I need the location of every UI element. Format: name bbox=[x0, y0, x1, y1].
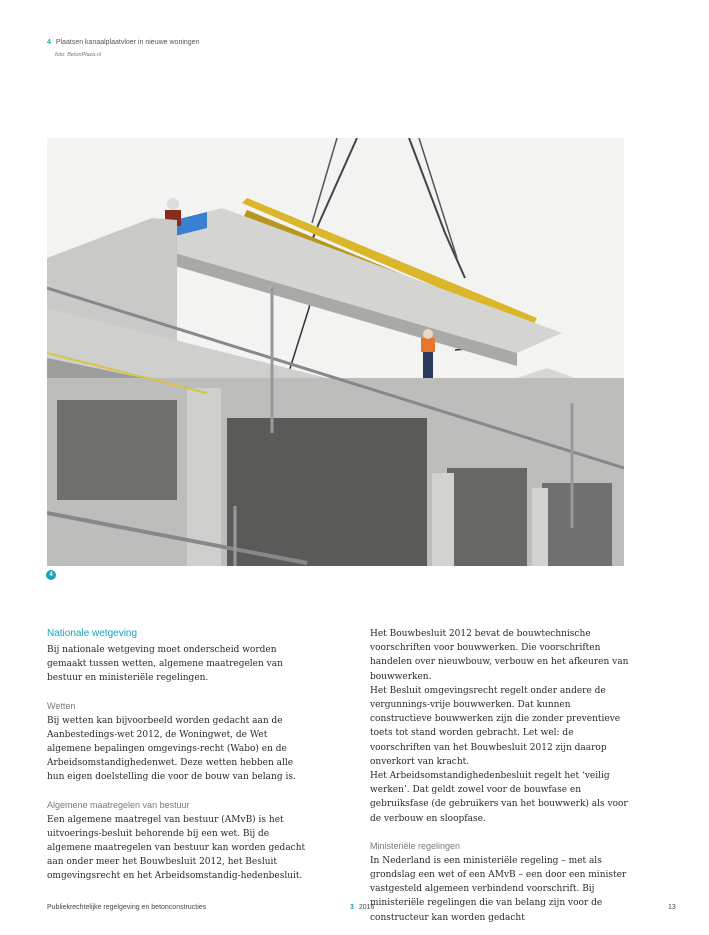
footer-issue bbox=[350, 904, 374, 911]
page-number: 13 bbox=[668, 904, 676, 911]
construction-photo bbox=[47, 138, 624, 566]
right-column bbox=[370, 627, 632, 925]
figure-caption-text: Plaatsen kanaalplaatvloer in nieuwe woningen bbox=[55, 39, 200, 46]
subheading-ministeriele-regelingen: Ministeriële regelingen bbox=[370, 840, 461, 851]
figure-badge: 4 bbox=[46, 570, 56, 580]
construction-photo-illustration bbox=[47, 138, 624, 566]
paragraph-besluit-omgevingsrecht: Het Besluit omgevingsrecht regelt onder andere de vergunnings-vrije bouwwerken. Dat kunnen constructieve bouwwerken zijn die zonder preventieve toets tot stand worden gebracht. Let wel: de voorschriften van het Bouwbesluit 2012 zijn daarop onverkort van kracht. bbox=[370, 685, 621, 767]
paragraph-ministeriele-regelingen: In Nederland is een ministeriële regeling – met als grondslag een wet of een AMvB – een door een minister vastgesteld algemeen verbindend voorschrift. Bij ministeriële regelingen die van belang zijn voor de constructeur kan worden gedacht bbox=[370, 855, 627, 923]
subheading-amvb: Algemene maatregelen van bestuur bbox=[47, 799, 190, 810]
photo-credit: foto: BetonPlaza.nl bbox=[55, 52, 102, 58]
paragraph-wetten: Bij wetten kan bijvoorbeeld worden gedacht aan de Aanbestedings-wet 2012, de Woningwet, de Wet algemene bepalingen omgevings-recht (Wabo) en de Arbeidsomstandighedenwet. Deze wetten hebben alle hun eigen doelstelling die voor de bouw van belang is. bbox=[47, 715, 296, 783]
figure-number: 4 bbox=[47, 39, 51, 46]
section-heading-nationale-wetgeving: Nationale wetgeving bbox=[47, 628, 138, 639]
paragraph-bouwbesluit: Het Bouwbesluit 2012 bevat de bouwtechnische voorschriften voor bouwwerken. Die voorschriften handelen over nieuwbouw, verbouw en het afkeuren van bouwwerken. bbox=[370, 629, 629, 682]
issue-number: 3 bbox=[350, 904, 354, 911]
paragraph-amvb: Een algemene maatregel van bestuur (AMvB) is het uitvoerings-besluit behorende bij een wet. Bij de algemene maatregelen van bestuur kan worden gedacht aan onder meer het Bouwbesluit 2012, het Besluit omgevingsrecht en het Arbeidsomstandig-hedenbesluit. bbox=[47, 814, 306, 882]
left-column bbox=[47, 627, 309, 884]
footer-title: Publiekrechtelijke regelgeving en betonconstructies bbox=[47, 904, 207, 911]
paragraph-arbobesluit: Het Arbeidsomstandighedenbesluit regelt het ‘veilig werken’. Dat geldt zowel voor de bouwfase en gebruiksfase (de gebruikers van het bouwwerk) als voor de verbouw en sloopfase. bbox=[370, 771, 628, 824]
issue-year: 2016 bbox=[358, 904, 375, 911]
figure-caption bbox=[47, 39, 199, 46]
subheading-wetten: Wetten bbox=[47, 700, 76, 711]
intro-paragraph: Bij nationale wetgeving moet onderscheid worden gemaakt tussen wetten, algemene maatregelen van bestuur en ministeriële regelingen. bbox=[47, 645, 283, 684]
